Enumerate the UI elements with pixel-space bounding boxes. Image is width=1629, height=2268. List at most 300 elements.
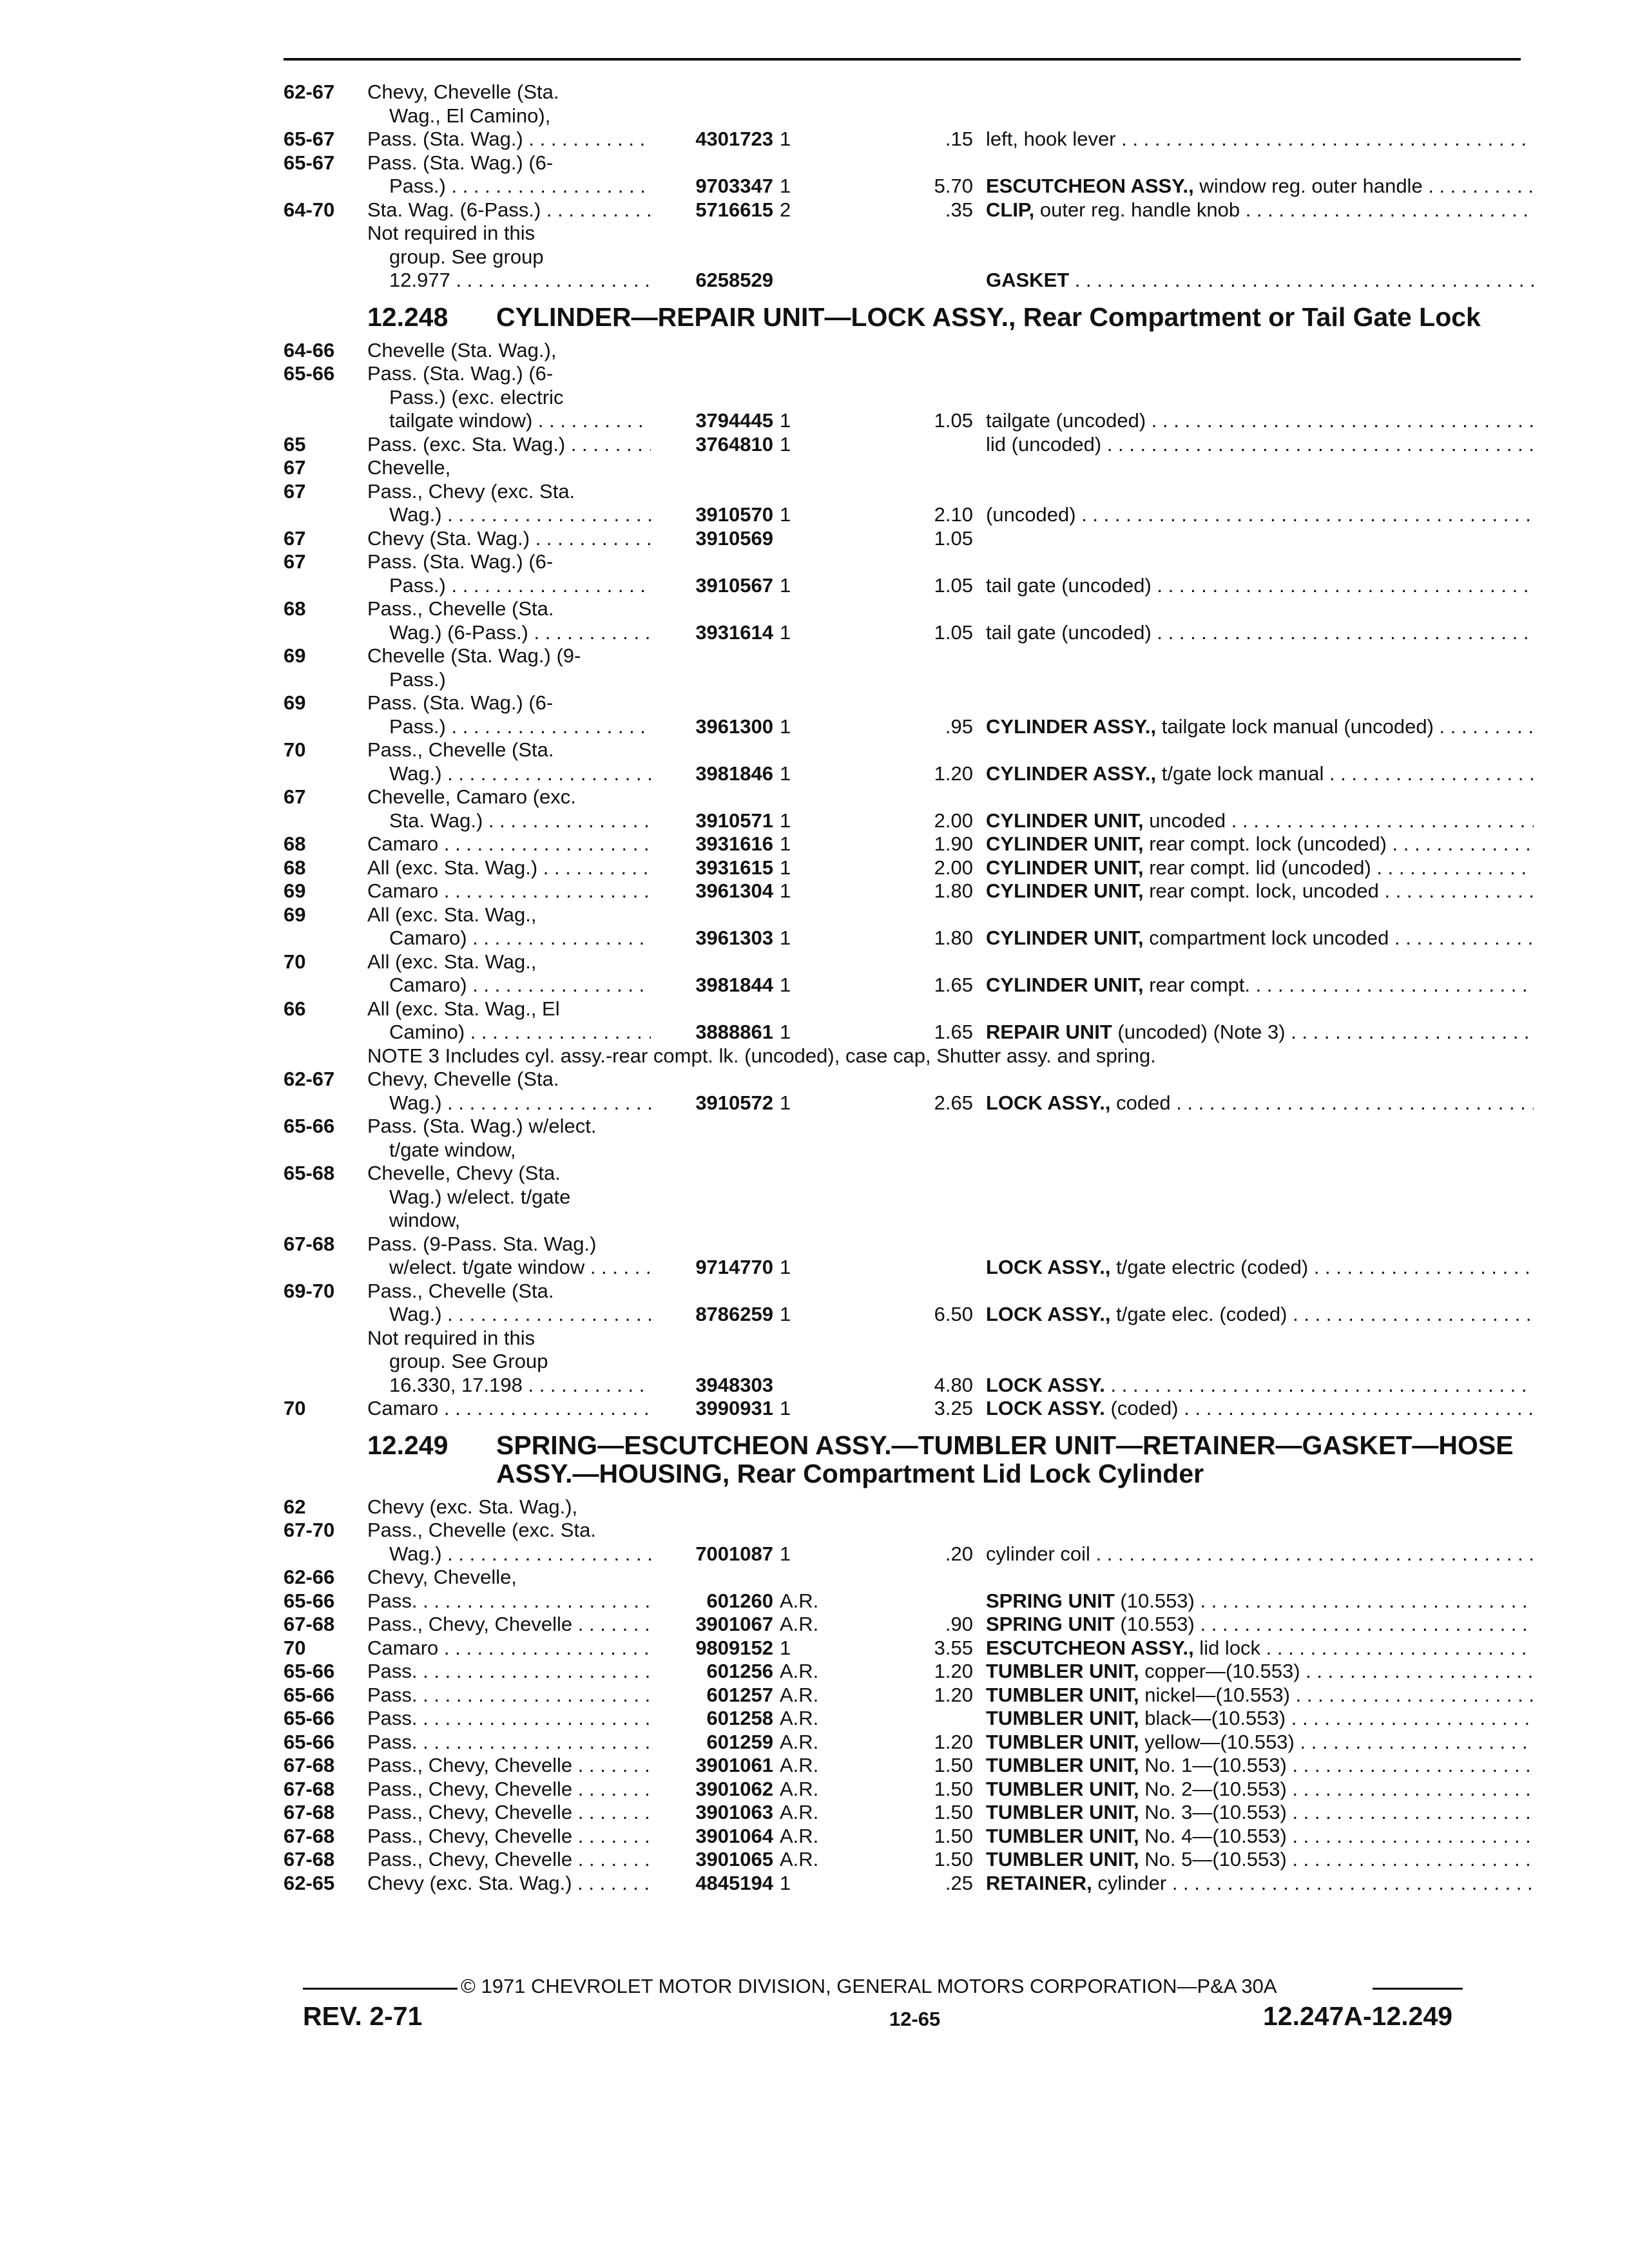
model-years: 66 [284,997,306,1020]
model-line: Chevelle, Chevy (Sta. [367,1162,561,1184]
model-description [367,1825,651,1849]
parts-row [284,339,1534,363]
price: .20 [945,1542,973,1565]
model-description [367,1684,651,1707]
parts-row [284,1613,1534,1637]
part-number: 3910567 [695,573,773,597]
part-number: 8786259 [695,1303,773,1325]
parts-row [284,1566,1534,1590]
model-line: Wag.) . . . [367,1091,651,1115]
model-description [367,550,651,597]
quantity: A.R. [780,1707,819,1729]
quantity: 1 [780,1091,791,1114]
model-line: Camaro) . . . [367,927,651,950]
model-years: 67 [284,550,306,573]
part-detail: compartment lock uncoded [1143,927,1389,949]
model-description [367,433,651,457]
model-years: 62-65 [284,1871,335,1894]
price: 1.90 [934,832,973,855]
model-description [367,1233,651,1280]
model-line: Camaro) . . . [367,974,651,997]
price: 1.50 [934,1777,973,1800]
part-detail: nickel—(10.553) [1139,1683,1290,1706]
part-detail: rear compt. lock, uncoded [1143,879,1379,902]
part-detail: rear compt. [1143,974,1250,996]
price: 1.20 [934,1660,973,1682]
model-line: Pass. . . . [367,1684,651,1707]
model-years: 68 [284,832,306,855]
part-number: 601258 [706,1707,773,1729]
part-name: TUMBLER UNIT, [986,1777,1139,1800]
model-line: Chevy, Chevelle (Sta. [367,1068,559,1090]
model-years: 70 [284,1636,306,1659]
model-years: 69 [284,879,306,902]
part-name: LOCK ASSY., [986,1303,1111,1325]
model-line: Camino) . . . [367,1021,651,1044]
model-line: Pass.) . . . [367,175,651,198]
quantity: A.R. [780,1801,819,1823]
part-name: CYLINDER ASSY., [986,762,1157,785]
part-number: 4845194 [695,1871,773,1894]
parts-row [284,1068,1534,1115]
part-name: TUMBLER UNIT, [986,1660,1139,1682]
part-detail: t/gate electric (coded) [1110,1256,1309,1278]
part-description [986,503,1534,527]
quantity: A.R. [780,1824,819,1847]
model-line: Wag.) . . . [367,762,651,786]
part-number: 3764810 [695,432,773,456]
part-name: CYLINDER UNIT, [986,974,1144,996]
parts-row [284,362,1534,433]
part-name: CYLINDER UNIT, [986,832,1144,855]
quantity: 1 [780,832,791,855]
part-detail: No. 4—(10.553) [1139,1824,1287,1847]
parts-row [284,1115,1534,1162]
price: 1.20 [934,1730,973,1753]
part-number: 3901067 [695,1613,773,1635]
part-name: REPAIR UNIT [986,1021,1112,1043]
price: 1.65 [934,1021,973,1043]
part-number: 9714770 [695,1256,773,1278]
part-name: LOCK ASSY., [986,1091,1111,1114]
model-description [367,1495,651,1519]
model-years: 65-66 [284,1660,335,1682]
part-detail: lid lock [1193,1636,1261,1659]
part-description [986,1778,1534,1802]
model-years: 68 [284,856,306,879]
part-detail: No. 2—(10.553) [1139,1777,1287,1800]
parts-row [284,1778,1534,1802]
part-description [986,1613,1534,1637]
model-years: 69-70 [284,1279,335,1302]
model-description [367,1637,651,1660]
quantity: 1 [780,715,791,738]
parts-row [284,879,1534,903]
parts-row [284,785,1534,832]
model-years: 67-70 [284,1519,335,1541]
part-number: 3910569 [695,526,773,550]
model-line: Pass., Chevy, Chevelle . . . [367,1778,651,1802]
part-number: 3981844 [695,974,773,996]
model-years: 65-66 [284,1707,335,1729]
parts-row [284,480,1534,527]
part-detail: uncoded [1143,809,1226,832]
part-description [986,832,1534,856]
model-description [367,1280,651,1327]
model-years: 65-66 [284,1589,335,1612]
model-line: Pass. . . . [367,1731,651,1754]
part-name: TUMBLER UNIT, [986,1824,1139,1847]
parts-row [284,198,1534,222]
part-description [986,879,1534,903]
part-description [986,809,1534,833]
model-years: 67 [284,785,306,808]
part-detail: (coded) [1104,1397,1179,1419]
quantity: A.R. [780,1660,819,1682]
part-description [986,409,1534,433]
quantity: A.R. [780,1848,819,1870]
model-line: Wag.) . . . [367,503,651,527]
model-description [367,1801,651,1825]
part-name: LOCK ASSY., [986,1256,1111,1278]
model-years: 70 [284,738,306,761]
model-line: Chevelle, [367,456,451,479]
model-description [367,1754,651,1778]
part-detail: cylinder coil [986,1542,1090,1565]
model-line: Pass. (exc. Sta. Wag.) . . . [367,433,651,457]
parts-row [284,597,1534,644]
part-description [986,1542,1534,1566]
model-line: Pass., Chevy, Chevelle . . . [367,1613,651,1637]
model-years: 64-70 [284,198,335,221]
model-description [367,738,651,785]
part-detail: t/gate elec. (coded) [1110,1303,1287,1325]
part-number: 3961303 [695,927,773,949]
model-years: 65-68 [284,1162,335,1184]
model-description [367,222,651,293]
part-description [986,1374,1534,1398]
model-line: group. See Group [389,1350,548,1372]
parts-row [284,128,1534,151]
model-description [367,1566,651,1590]
part-detail: yellow—(10.553) [1139,1730,1295,1753]
part-detail: coded [1110,1091,1171,1114]
part-description [986,1397,1534,1421]
section-number: 12.249 [367,1430,448,1460]
part-number: 3981846 [695,762,773,785]
model-line: Pass., Chevelle (exc. Sta. [367,1519,596,1541]
model-line: Pass. (9-Pass. Sta. Wag.) [367,1232,597,1255]
part-description [986,1848,1534,1872]
part-description [986,856,1534,880]
parts-row [284,1397,1534,1421]
part-name: RETAINER, [986,1871,1092,1894]
model-description [367,527,651,551]
model-description [367,1660,651,1684]
model-description [367,1590,651,1613]
parts-row [284,903,1534,950]
part-description [986,1801,1534,1825]
model-years: 67 [284,456,306,479]
price: .15 [945,128,973,150]
model-line: 12.977 . . . [367,269,651,293]
price: 1.05 [934,620,973,644]
parts-row [284,950,1534,997]
price: 1.20 [934,762,973,785]
part-detail: t/gate lock manual [1156,762,1324,785]
part-number: 601256 [706,1660,773,1682]
model-line: Pass., Chevy (exc. Sta. [367,479,575,503]
part-number: 601257 [706,1683,773,1706]
model-years: 70 [284,950,306,973]
copyright-line: © 1971 CHEVROLET MOTOR DIVISION, GENERAL MOTORS CORPORATION—P&A 30A [461,1975,1277,1997]
part-name: CYLINDER UNIT, [986,809,1144,832]
part-name: LOCK ASSY. [986,1397,1105,1419]
parts-row [284,1519,1534,1566]
price: 1.80 [934,927,973,949]
model-description [367,691,651,738]
part-description [986,1021,1534,1044]
part-number: 3910570 [695,503,773,526]
model-description [367,198,651,222]
part-description [986,715,1534,739]
model-description [367,339,651,363]
parts-row [284,1327,1534,1398]
model-line: Pass., Chevy, Chevelle . . . [367,1801,651,1825]
model-years: 67-68 [284,1801,335,1823]
part-description [986,974,1534,997]
model-years: 65-66 [284,1730,335,1753]
part-name: TUMBLER UNIT, [986,1707,1139,1729]
quantity: 1 [780,128,791,150]
part-number: 4301723 [695,128,773,150]
part-number: 3794445 [695,409,773,432]
model-line: Pass., Chevelle (Sta. [367,1279,554,1302]
model-line: Camaro . . . [367,1397,651,1421]
quantity: 1 [780,856,791,879]
quantity: 1 [780,620,791,644]
part-number: 3948303 [695,1373,773,1396]
model-years: 67 [284,526,306,550]
part-description [986,1303,1534,1327]
parts-catalog [284,81,1534,1895]
model-line: All (exc. Sta. Wag., [367,903,537,926]
part-name: CYLINDER UNIT, [986,879,1144,902]
part-description [986,128,1534,151]
model-line: Chevy, Chevelle, [367,1566,517,1588]
parts-row [284,550,1534,597]
model-line: Pass., Chevelle (Sta. [367,738,554,761]
parts-row [284,856,1534,880]
section-number: 12.248 [367,302,448,332]
parts-row [284,1233,1534,1280]
part-number: 3931616 [695,832,773,855]
part-detail: lid (uncoded) [986,432,1102,456]
part-number: 3901063 [695,1801,773,1823]
quantity: 2 [780,198,791,221]
quantity: A.R. [780,1754,819,1776]
footer-rule-left [303,1988,458,1990]
model-line: w/elect. t/gate window . . . [367,1256,651,1280]
part-detail: left, hook lever [986,128,1116,150]
part-detail: No. 3—(10.553) [1139,1801,1287,1823]
model-years: 70 [284,1397,306,1419]
model-line: Sta. Wag. (6-Pass.) . . . [367,198,651,222]
model-line: tailgate window) . . . [367,409,651,433]
model-line: Pass. . . . [367,1660,651,1684]
note-text: NOTE 3 Includes cyl. assy.-rear compt. lk. (uncoded), case cap, Shutter assy. and spring. [367,1044,1156,1067]
part-description [986,1684,1534,1707]
model-years: 65-67 [284,128,335,150]
part-description [986,762,1534,786]
parts-row [284,1637,1534,1660]
part-description [986,621,1534,645]
quantity: 1 [780,879,791,902]
model-line: Pass. . . . [367,1707,651,1731]
model-line: All (exc. Sta. Wag., [367,950,537,973]
part-number: 3961304 [695,879,773,902]
part-description [986,175,1534,198]
quantity: 1 [780,1021,791,1043]
quantity: 1 [780,1256,791,1278]
model-line: Chevy (exc. Sta. Wag.), [367,1495,578,1518]
part-description [986,1091,1534,1115]
price: 1.65 [934,974,973,996]
model-description [367,1613,651,1637]
parts-row [284,527,1534,551]
part-description [986,1590,1534,1613]
model-years: 62-66 [284,1566,335,1588]
part-detail: rear compt. lid (uncoded) [1143,856,1371,879]
part-number: 5716615 [695,198,773,221]
model-line: Camaro . . . [367,832,651,856]
parts-row [284,644,1534,691]
parts-row [284,1162,1534,1233]
model-years: 67-68 [284,1232,335,1255]
model-line: Pass.) (exc. electric [389,385,564,408]
model-years: 69 [284,644,306,667]
part-name: LOCK ASSY. [986,1373,1105,1396]
section-header [284,1431,1534,1488]
page-number: 12-65 [889,2008,941,2030]
part-name: CYLINDER UNIT, [986,856,1144,879]
model-years: 67-68 [284,1777,335,1800]
top-rule [284,58,1521,61]
model-years: 65 [284,432,306,456]
model-line: window, [389,1209,461,1231]
quantity: 1 [780,503,791,526]
model-line: All (exc. Sta. Wag., El [367,997,560,1020]
part-number: 3901062 [695,1777,773,1800]
part-description [986,269,1534,293]
part-detail: copper—(10.553) [1139,1660,1300,1682]
part-number: 3910572 [695,1091,773,1114]
price: 1.80 [934,879,973,902]
part-number: 3901061 [695,1754,773,1776]
section-title: SPRING—ESCUTCHEON ASSY.—TUMBLER UNIT—RETAINER—GASKET—HOSE ASSY.—HOUSING, Rear Compartment Lid Lock Cylinder [496,1430,1514,1488]
model-years: 62 [284,1495,306,1518]
model-description [367,81,651,128]
price: 3.25 [934,1397,973,1419]
model-line: Pass. (Sta. Wag.) (6- [367,691,554,714]
part-number: 601259 [706,1730,773,1753]
part-name: CYLINDER UNIT, [986,927,1144,949]
model-line: Not required in this [367,222,535,244]
model-line: Chevelle (Sta. Wag.), [367,338,557,361]
model-years: 68 [284,597,306,620]
part-number: 3990931 [695,1397,773,1419]
model-years: 65-66 [284,1683,335,1706]
price: 1.05 [934,526,973,550]
price: 6.50 [934,1303,973,1325]
parts-row [284,1280,1534,1327]
parts-row [284,1495,1534,1519]
part-detail: tailgate (uncoded) [986,409,1146,432]
price: 1.50 [934,1824,973,1847]
model-description [367,903,651,950]
model-description [367,1848,651,1872]
quantity: 1 [780,1303,791,1325]
model-description [367,1778,651,1802]
parts-row [284,1731,1534,1754]
part-name: CLIP, [986,198,1035,221]
part-description [986,1731,1534,1754]
price: 3.55 [934,1636,973,1659]
quantity: 1 [780,809,791,832]
part-number: 3961300 [695,715,773,738]
part-detail: rear compt. lock (uncoded) [1143,832,1387,855]
parts-row [284,997,1534,1044]
model-line: Wag.) (6-Pass.) . . . [367,621,651,645]
model-description [367,1519,651,1566]
part-description [986,1707,1534,1731]
part-name: TUMBLER UNIT, [986,1754,1139,1776]
part-detail: No. 1—(10.553) [1139,1754,1287,1776]
model-line: Wag., El Camino), [389,104,551,127]
model-description [367,1707,651,1731]
part-number: 9703347 [695,175,773,197]
model-line: Chevelle (Sta. Wag.) (9- [367,644,581,667]
parts-row [284,1660,1534,1684]
model-line: Pass., Chevy, Chevelle . . . [367,1754,651,1778]
part-description [986,927,1534,950]
part-description [986,1660,1534,1684]
part-number: 6258529 [695,269,773,291]
price: .95 [945,715,973,738]
model-description [367,128,651,151]
model-line: Pass.) . . . [367,715,651,739]
part-number: 3888861 [695,1021,773,1043]
parts-row [284,738,1534,785]
part-number: 3910571 [695,809,773,832]
part-name: TUMBLER UNIT, [986,1848,1139,1870]
part-detail: (10.553) [1114,1613,1195,1635]
parts-row [284,456,1534,480]
price: 1.20 [934,1683,973,1706]
part-number: 601260 [706,1589,773,1612]
part-number: 9809152 [695,1636,773,1659]
part-detail: tail gate (uncoded) [986,620,1152,644]
model-line: t/gate window, [389,1138,516,1161]
model-description [367,1872,651,1896]
model-line: Camaro . . . [367,879,651,903]
quantity: 1 [780,175,791,197]
model-years: 62-67 [284,81,335,103]
model-description [367,832,651,856]
parts-row [284,1754,1534,1778]
part-name: GASKET [986,269,1070,291]
model-line: Pass. . . . [367,1590,651,1613]
